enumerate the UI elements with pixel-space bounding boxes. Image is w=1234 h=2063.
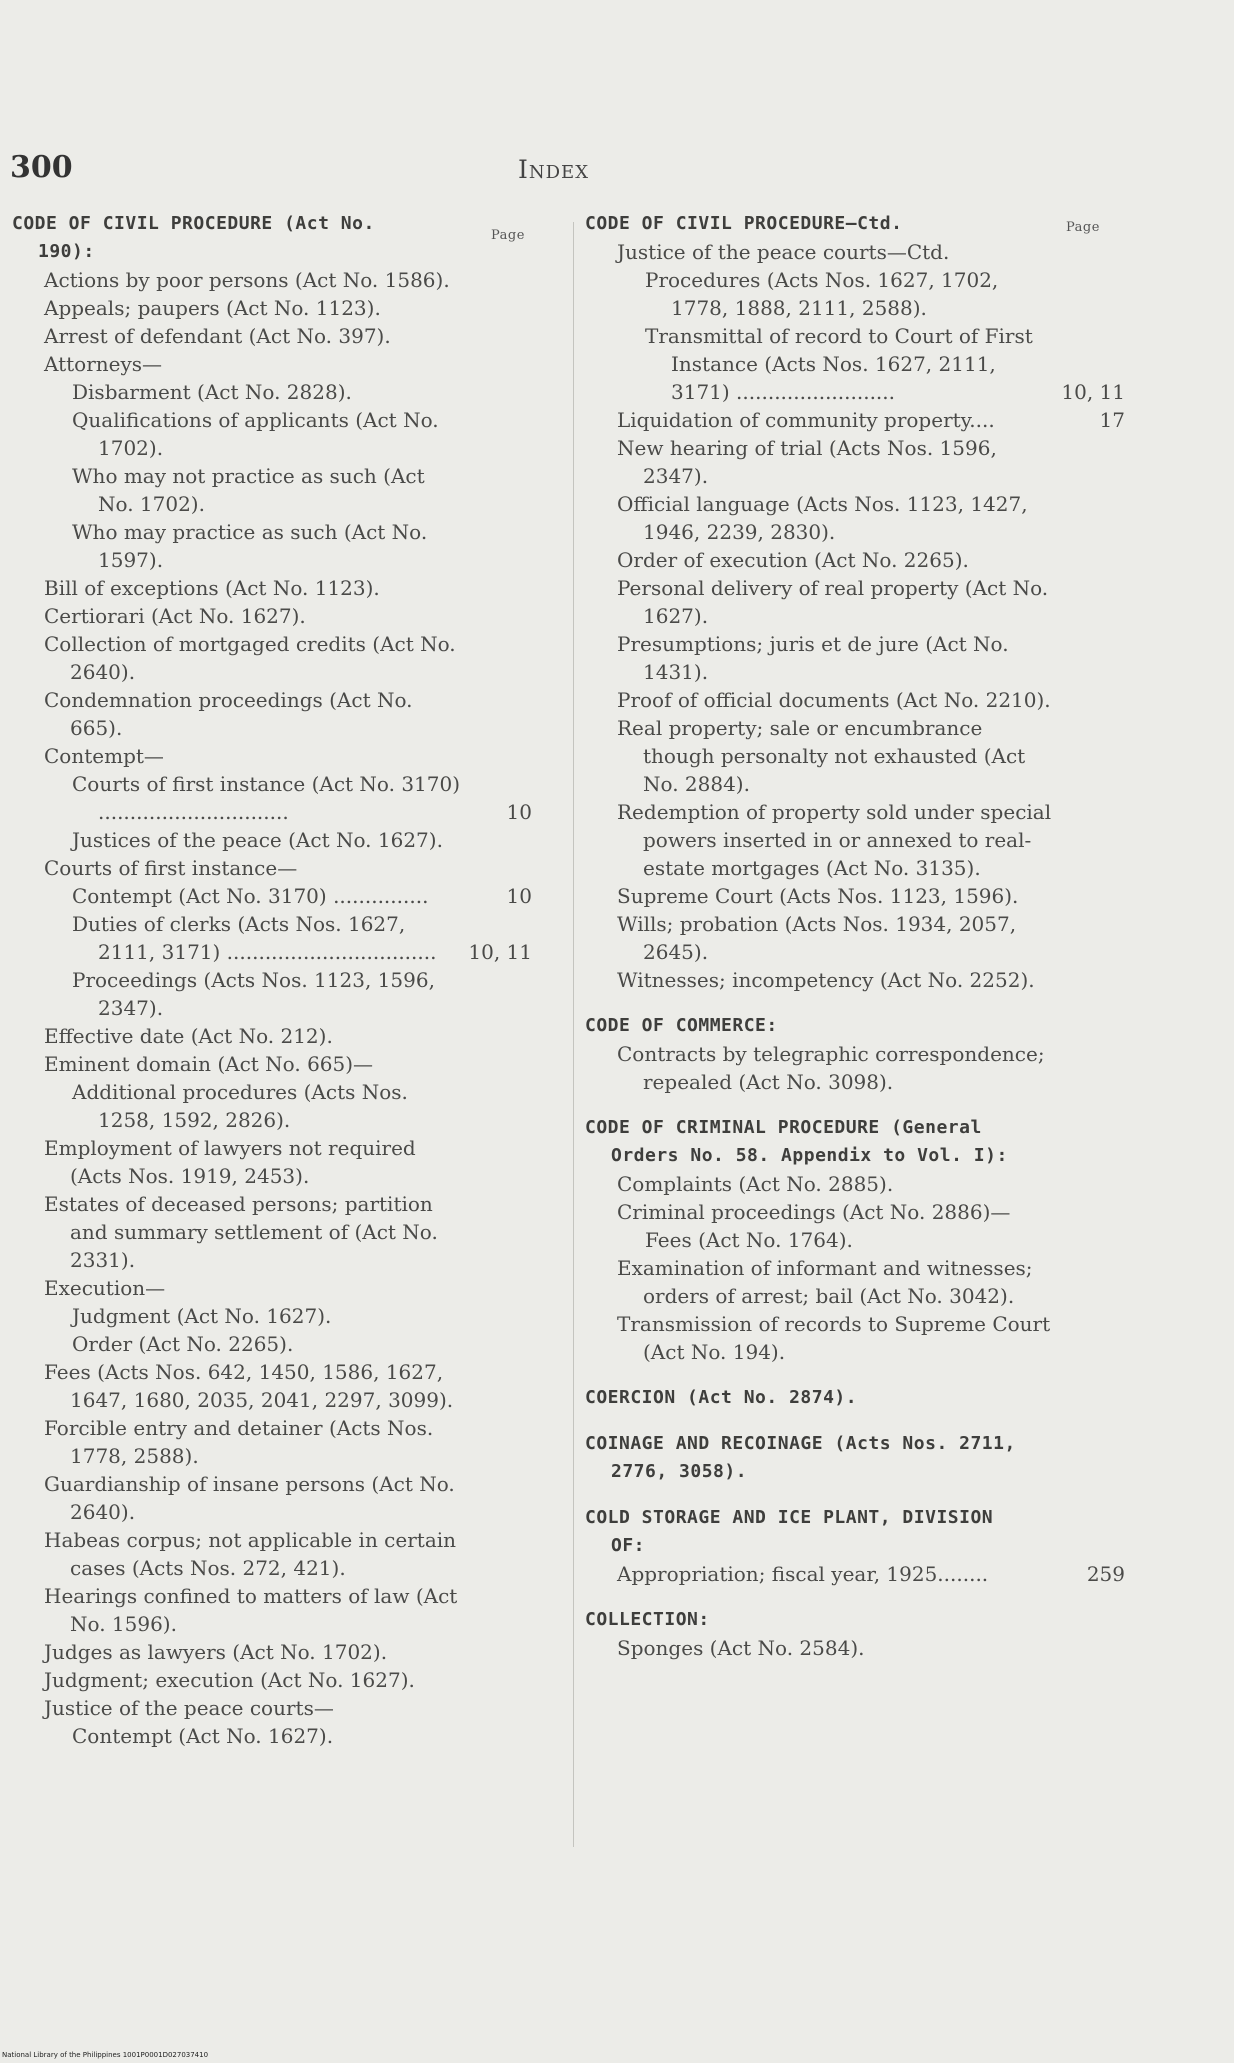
index-entry xyxy=(585,1254,1125,1310)
entry-text: COINAGE AND RECOINAGE (Acts Nos. 2711, 2776, 3058). xyxy=(585,1433,1016,1482)
entry-text: Fees (Act No. 1764). xyxy=(645,1228,853,1252)
entry-page-ref: 10, 11 xyxy=(1061,380,1125,404)
index-entry xyxy=(585,1226,1125,1254)
index-entry xyxy=(12,826,532,854)
index-entry xyxy=(12,322,532,350)
index-entry xyxy=(12,350,532,378)
page-column-label-left: Page xyxy=(491,228,525,243)
index-entry xyxy=(12,686,532,742)
index-entry xyxy=(12,574,532,602)
entry-text: Who may practice as such (Act No. 1597). xyxy=(72,520,428,572)
entry-page-ref: 10, 11 xyxy=(468,940,532,964)
index-entry xyxy=(12,266,532,294)
index-entry xyxy=(585,882,1125,910)
entry-text: Proceedings (Acts Nos. 1123, 1596, 2347). xyxy=(72,968,435,1020)
entry-page-ref: 17 xyxy=(1099,408,1125,432)
entry-text: Habeas corpus; not applicable in certain cases (Acts Nos. 272, 421). xyxy=(44,1528,457,1580)
entry-text: Condemnation proceedings (Act No. 665). xyxy=(44,688,413,740)
index-entry xyxy=(12,378,532,406)
entry-text: New hearing of trial (Acts Nos. 1596, 2347). xyxy=(617,436,997,488)
index-entry xyxy=(585,490,1125,546)
index-entry xyxy=(12,1078,532,1134)
entry-text: Supreme Court (Acts Nos. 1123, 1596). xyxy=(617,884,1019,908)
index-entry xyxy=(585,546,1125,574)
index-heading xyxy=(585,1606,1125,1634)
entry-text: Redemption of property sold under special powers inserted in or annexed to real-estate mortgages (Act No. 3135). xyxy=(617,800,1052,880)
index-entry xyxy=(12,1694,532,1722)
entry-text: Justice of the peace courts—Ctd. xyxy=(617,240,950,264)
index-entry xyxy=(585,266,1125,322)
entry-text: Transmittal of record to Court of First Instance (Acts Nos. 1627, 2111, 3171) ......................... xyxy=(645,324,1033,404)
index-entry xyxy=(585,1040,1125,1096)
index-entry xyxy=(12,1134,532,1190)
entry-text: Wills; probation (Acts Nos. 1934, 2057, 2645). xyxy=(617,912,1017,964)
index-entry xyxy=(12,1638,532,1666)
index-entry xyxy=(585,1310,1125,1366)
index-entry xyxy=(585,1634,1125,1662)
entry-text: Order of execution (Act No. 2265). xyxy=(617,548,969,572)
index-entry xyxy=(12,770,532,826)
index-entry xyxy=(585,434,1125,490)
entry-text: Execution— xyxy=(44,1276,166,1300)
entry-text: Bill of exceptions (Act No. 1123). xyxy=(44,576,380,600)
entry-text: Certiorari (Act No. 1627). xyxy=(44,604,306,628)
index-entry xyxy=(12,518,532,574)
index-entry xyxy=(12,1022,532,1050)
index-entry xyxy=(585,322,1125,406)
index-entry xyxy=(12,1722,532,1750)
index-heading xyxy=(585,1384,1125,1412)
entry-text: Duties of clerks (Acts Nos. 1627, 2111, 3171) ................................. xyxy=(72,912,437,964)
index-heading xyxy=(585,1012,1125,1040)
entry-text: Liquidation of community property.... xyxy=(617,408,995,432)
entry-text: Additional procedures (Acts Nos. 1258, 1592, 2826). xyxy=(72,1080,408,1132)
index-entry xyxy=(12,1274,532,1302)
index-entry xyxy=(12,294,532,322)
entry-text: Contempt— xyxy=(44,744,164,768)
entry-text: Courts of first instance— xyxy=(44,856,298,880)
entry-text: Justices of the peace (Act No. 1627). xyxy=(72,828,443,852)
entry-text: Sponges (Act No. 2584). xyxy=(617,1636,865,1660)
index-entry xyxy=(12,1358,532,1414)
index-entry xyxy=(12,1302,532,1330)
index-entry xyxy=(585,574,1125,630)
entry-text: Presumptions; juris et de jure (Act No. 1431). xyxy=(617,632,1009,684)
index-entry xyxy=(12,882,532,910)
entry-text: Actions by poor persons (Act No. 1586). xyxy=(44,268,450,292)
entry-text: Contempt (Act No. 3170) ............... xyxy=(72,884,429,908)
entry-text: Estates of deceased persons; partition and summary settlement of (Act No. 2331). xyxy=(44,1192,438,1272)
entry-text: Qualifications of applicants (Act No. 1702). xyxy=(72,408,439,460)
entry-text: Proof of official documents (Act No. 2210). xyxy=(617,688,1051,712)
entry-text: Eminent domain (Act No. 665)— xyxy=(44,1052,374,1076)
entry-text: Forcible entry and detainer (Acts Nos. 1778, 2588). xyxy=(44,1416,434,1468)
index-entry xyxy=(585,406,1125,434)
entry-text: CODE OF CIVIL PROCEDURE (Act No. 190): xyxy=(12,213,375,262)
index-entry xyxy=(12,1666,532,1694)
index-entry xyxy=(12,602,532,630)
index-entry xyxy=(12,910,532,966)
entry-text: Hearings confined to matters of law (Act No. 1596). xyxy=(44,1584,458,1636)
entry-text: Judgment; execution (Act No. 1627). xyxy=(44,1668,415,1692)
entry-text: Procedures (Acts Nos. 1627, 1702, 1778, 1888, 2111, 2588). xyxy=(645,268,999,320)
index-entry xyxy=(12,630,532,686)
index-heading xyxy=(585,1504,1125,1560)
index-heading xyxy=(12,210,532,266)
entry-text: Complaints (Act No. 2885). xyxy=(617,1172,894,1196)
index-entry xyxy=(12,966,532,1022)
index-entry xyxy=(585,630,1125,686)
entry-text: Transmission of records to Supreme Court (Act No. 194). xyxy=(617,1312,1051,1364)
entry-text: Judges as lawyers (Act No. 1702). xyxy=(44,1640,388,1664)
entry-text: Attorneys— xyxy=(44,352,163,376)
index-entry xyxy=(12,462,532,518)
index-column-left xyxy=(12,210,532,1750)
index-heading xyxy=(585,1430,1125,1486)
footer-credit: National Library of the Philippines 1001P0001D027037410 xyxy=(2,2051,209,2059)
entry-text: Arrest of defendant (Act No. 397). xyxy=(44,324,391,348)
entry-text: COERCION (Act No. 2874). xyxy=(585,1387,858,1408)
index-entry xyxy=(585,714,1125,798)
entry-text: Guardianship of insane persons (Act No. 2640). xyxy=(44,1472,455,1524)
index-column-right xyxy=(585,210,1125,1662)
index-entry xyxy=(12,1526,532,1582)
index-entry xyxy=(12,1582,532,1638)
entry-page-ref: 10 xyxy=(506,800,532,824)
page-column-label-right: Page xyxy=(1066,220,1100,235)
entry-text: Contracts by telegraphic correspondence; repealed (Act No. 3098). xyxy=(617,1042,1045,1094)
index-entry xyxy=(12,1190,532,1274)
index-entry xyxy=(585,966,1125,994)
entry-page-ref: 259 xyxy=(1086,1562,1125,1586)
entry-page-ref: 10 xyxy=(506,884,532,908)
column-divider xyxy=(573,222,574,1847)
index-heading xyxy=(585,210,1125,238)
entry-text: Disbarment (Act No. 2828). xyxy=(72,380,352,404)
entry-text: Examination of informant and witnesses; orders of arrest; bail (Act No. 3042). xyxy=(617,1256,1033,1308)
entry-text: Who may not practice as such (Act No. 1702). xyxy=(72,464,425,516)
entry-text: CODE OF COMMERCE: xyxy=(585,1015,778,1036)
entry-text: CODE OF CRIMINAL PROCEDURE (General Orders No. 58. Appendix to Vol. I): xyxy=(585,1117,1008,1166)
index-entry xyxy=(585,1198,1125,1226)
index-heading xyxy=(585,1114,1125,1170)
index-entry xyxy=(12,1050,532,1078)
entry-text: COLD STORAGE AND ICE PLANT, DIVISION OF: xyxy=(585,1507,994,1556)
entry-text: Contempt (Act No. 1627). xyxy=(72,1724,334,1748)
index-entry xyxy=(12,742,532,770)
entry-text: Personal delivery of real property (Act No. 1627). xyxy=(617,576,1049,628)
entry-text: Appeals; paupers (Act No. 1123). xyxy=(44,296,381,320)
index-entry xyxy=(12,1470,532,1526)
page-heading: Index xyxy=(518,155,590,184)
entry-text: Judgment (Act No. 1627). xyxy=(72,1304,332,1328)
entry-text: CODE OF CIVIL PROCEDURE—Ctd. xyxy=(585,213,903,234)
page-number: 300 xyxy=(10,150,73,185)
index-entry xyxy=(585,238,1125,266)
entry-text: COLLECTION: xyxy=(585,1609,710,1630)
index-entry xyxy=(585,686,1125,714)
entry-text: Courts of first instance (Act No. 3170) .............................. xyxy=(72,772,461,824)
index-entry xyxy=(12,1330,532,1358)
entry-text: Justice of the peace courts— xyxy=(44,1696,334,1720)
entry-text: Criminal proceedings (Act No. 2886)— xyxy=(617,1200,1011,1224)
index-entry xyxy=(12,1414,532,1470)
entry-text: Official language (Acts Nos. 1123, 1427, 1946, 2239, 2830). xyxy=(617,492,1028,544)
entry-text: Fees (Acts Nos. 642, 1450, 1586, 1627, 1647, 1680, 2035, 2041, 2297, 3099). xyxy=(44,1360,454,1412)
index-entry xyxy=(585,798,1125,882)
entry-text: Order (Act No. 2265). xyxy=(72,1332,294,1356)
entry-text: Employment of lawyers not required (Acts Nos. 1919, 2453). xyxy=(44,1136,416,1188)
entry-text: Witnesses; incompetency (Act No. 2252). xyxy=(617,968,1035,992)
index-entry xyxy=(585,1560,1125,1588)
index-entry xyxy=(12,854,532,882)
index-entry xyxy=(12,406,532,462)
index-entry xyxy=(585,1170,1125,1198)
entry-text: Collection of mortgaged credits (Act No. 2640). xyxy=(44,632,456,684)
entry-text: Real property; sale or encumbrance though personalty not exhausted (Act No. 2884). xyxy=(617,716,1026,796)
entry-text: Appropriation; fiscal year, 1925........ xyxy=(617,1562,989,1586)
entry-text: Effective date (Act No. 212). xyxy=(44,1024,333,1048)
index-entry xyxy=(585,910,1125,966)
